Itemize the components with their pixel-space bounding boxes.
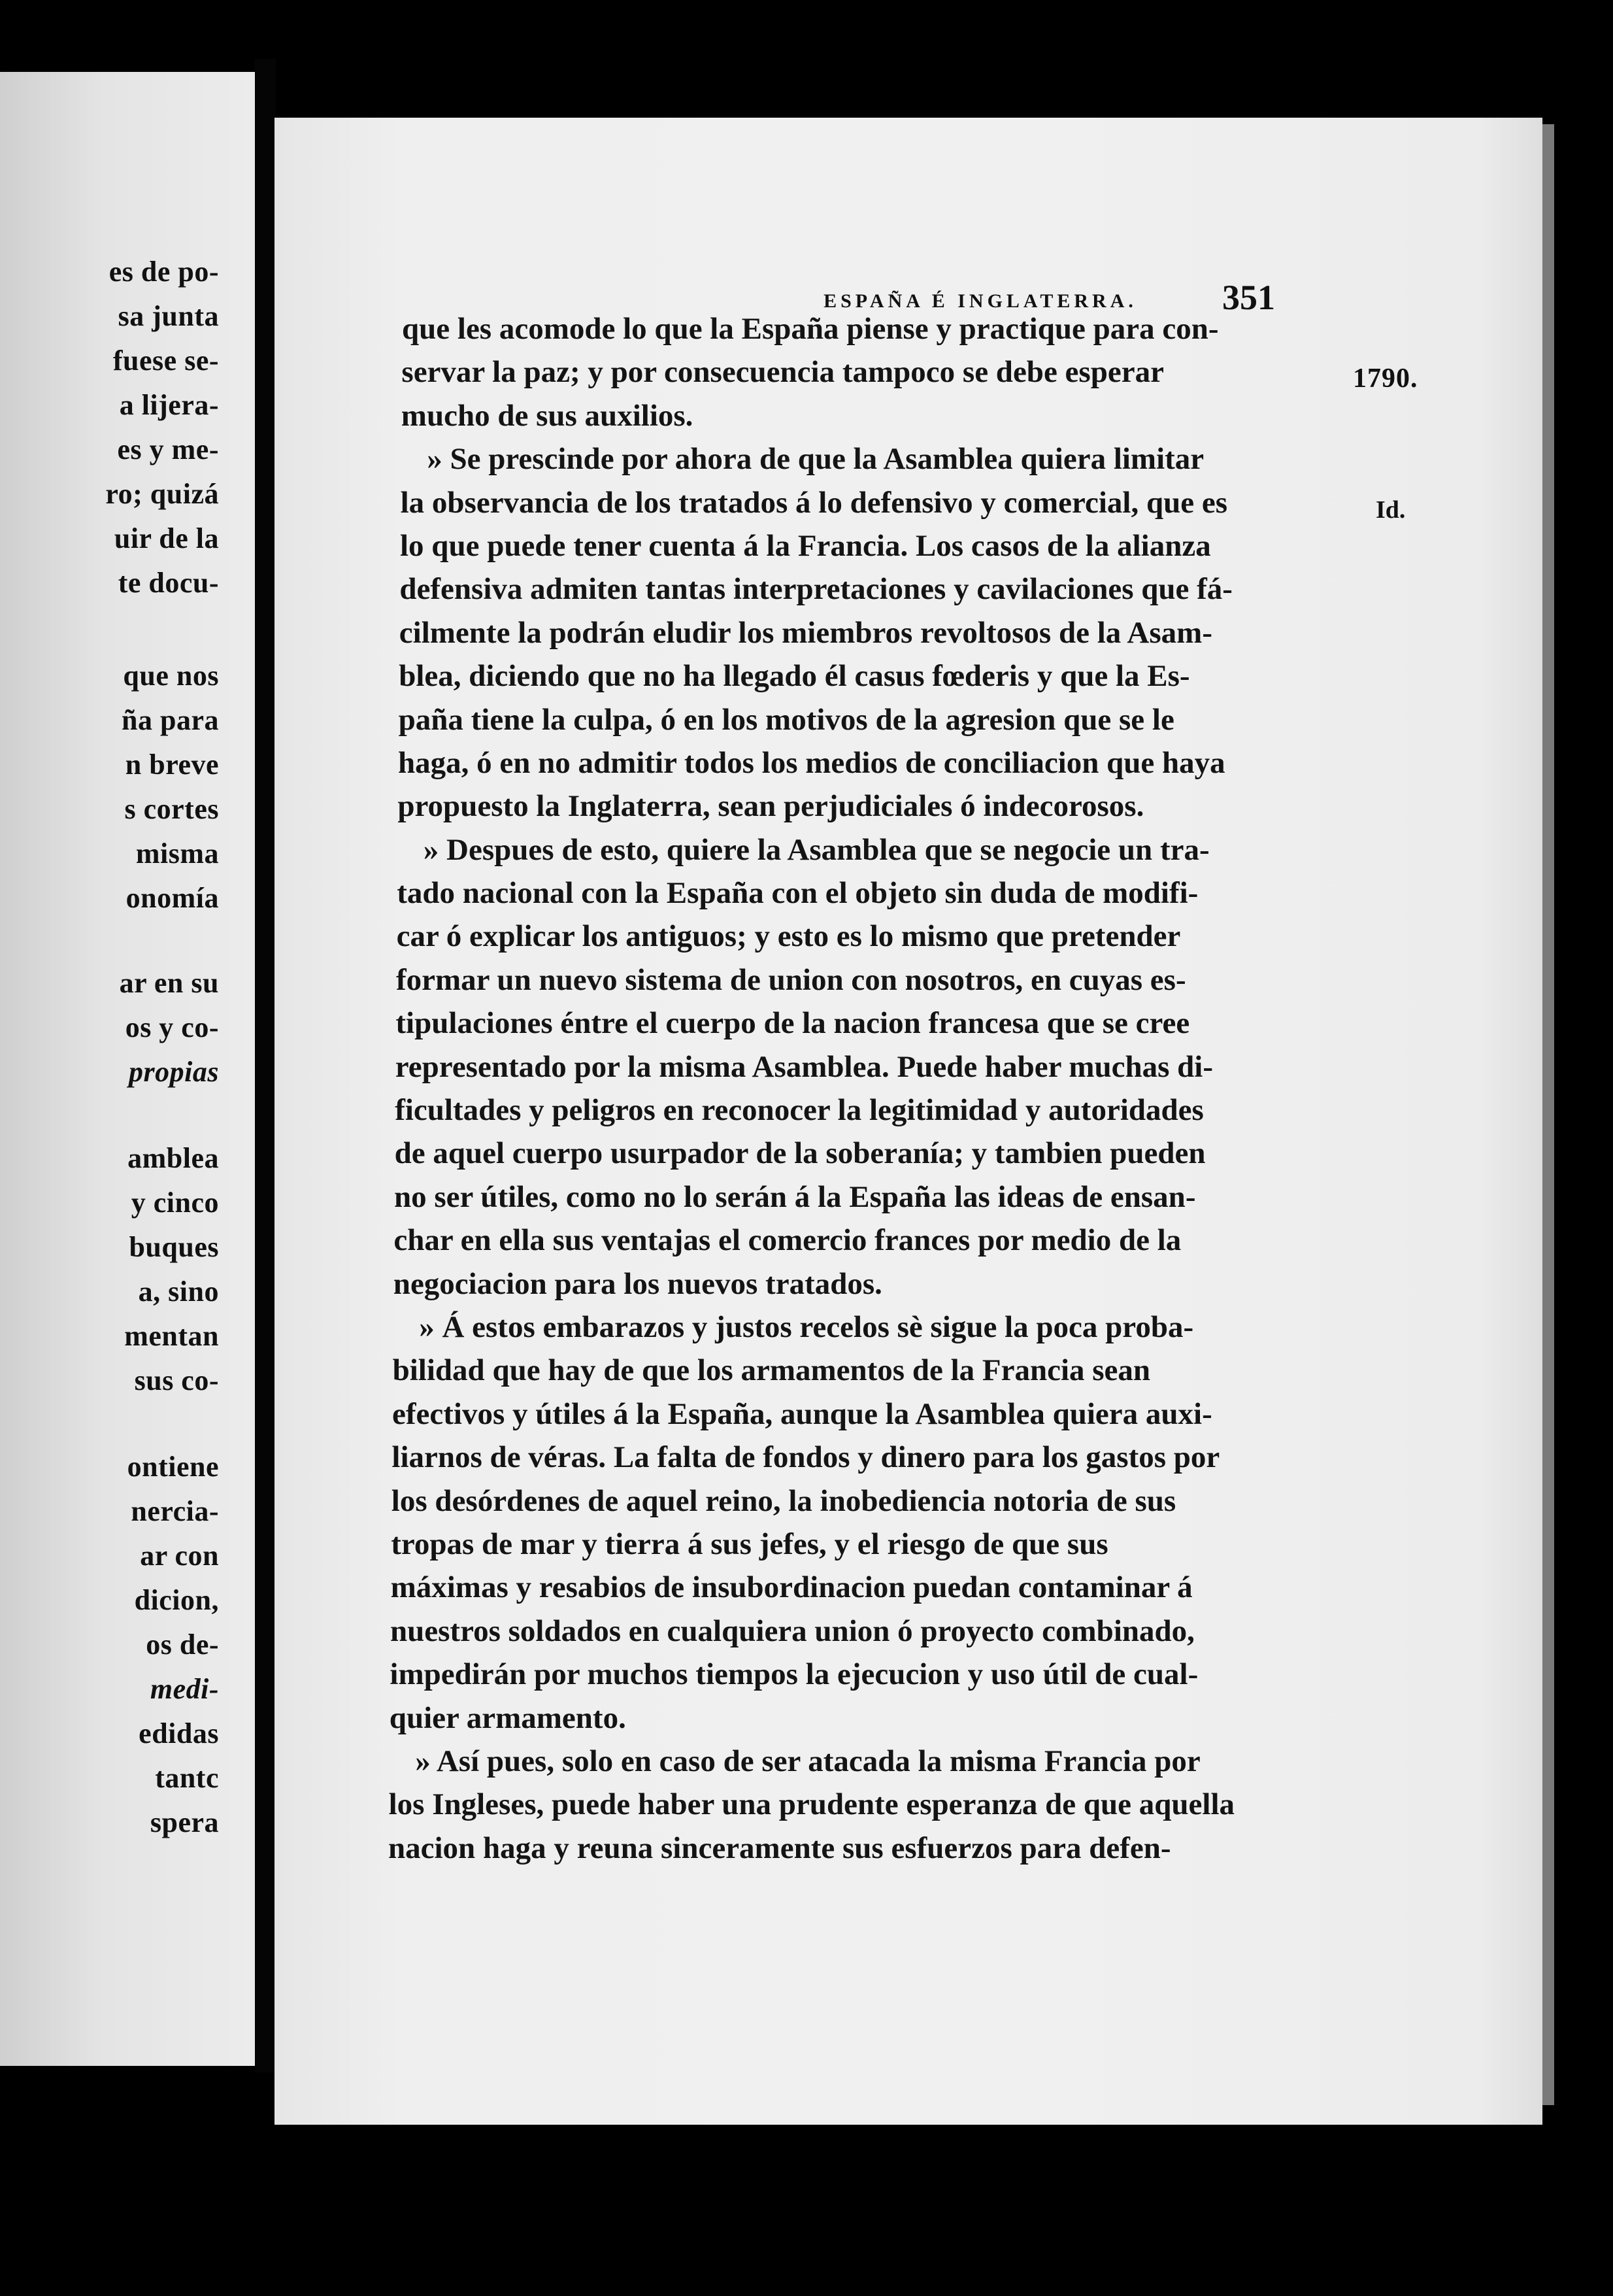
body-text	[388, 307, 1542, 1870]
text-line: propuesto la Inglaterra, sean perjudiciales ó indecorosos.	[397, 789, 1144, 824]
text-line: máximas y resabios de insubordinacion puedan contaminar á	[390, 1570, 1193, 1605]
text-line: bilidad que hay de que los armamentos de la Francia sean	[392, 1353, 1151, 1388]
left-page-line: ar con	[140, 1540, 219, 1572]
left-page-line: que nos	[123, 660, 219, 692]
text-line: los desórdenes de aquel reino, la inobediencia notoria de sus	[391, 1483, 1176, 1518]
left-page-line: fuese se-	[112, 345, 219, 377]
left-page-line: te docu-	[118, 567, 219, 599]
left-page-line: os y co-	[125, 1011, 219, 1043]
text-line: efectivos y útiles á la España, aunque la Asamblea quiera auxi-	[392, 1396, 1212, 1431]
text-line: los Ingleses, puede haber una prudente esperanza de que aquella	[388, 1787, 1235, 1822]
text-line: representado por la misma Asamblea. Puede haber muchas di-	[395, 1049, 1214, 1084]
left-page-line: es y me-	[117, 433, 219, 465]
left-page-line: n breve	[125, 749, 219, 781]
text-line: » Se prescinde por ahora de que la Asamblea quiera limitar	[427, 442, 1205, 477]
text-line: » Así pues, solo en caso de ser atacada la misma Francia por	[415, 1744, 1201, 1778]
text-line: no ser útiles, como no lo serán á la España las ideas de ensan-	[394, 1179, 1196, 1214]
left-page-line: ontiene	[127, 1451, 219, 1483]
text-line: paña tiene la culpa, ó en los motivos de la agresion que se le	[398, 702, 1174, 737]
left-page-line: sus co-	[134, 1364, 219, 1396]
left-page-line: tantc	[155, 1762, 219, 1794]
left-page-line: amblea	[127, 1142, 219, 1174]
left-page-line: uir de la	[114, 522, 219, 554]
text-line: nuestros soldados en cualquiera union ó proyecto combinado,	[390, 1613, 1195, 1648]
left-page-line: os de-	[146, 1629, 219, 1661]
left-page-line: sa junta	[118, 300, 219, 332]
text-line: quier armamento.	[389, 1700, 626, 1735]
left-page-line: propias	[129, 1056, 219, 1088]
text-line: cilmente la podrán eludir los miembros revoltosos de la Asam-	[399, 615, 1212, 650]
page-number: 351	[1222, 278, 1275, 317]
left-page-line: ar en su	[119, 967, 219, 999]
left-page-line: s cortes	[124, 793, 219, 825]
left-page-line: ña para	[122, 704, 219, 736]
left-page-line: dicion,	[134, 1584, 219, 1616]
text-line: tado nacional con la España con el objeto sin duda de modifi-	[397, 876, 1199, 911]
left-page-line: es de po-	[108, 256, 219, 288]
page-edge	[1542, 124, 1554, 2105]
text-line: nacion haga y reuna sinceramente sus esfuerzos para defen-	[388, 1831, 1171, 1865]
text-line: blea, diciendo que no ha llegado él casus fœderis y que la Es-	[399, 659, 1190, 694]
margin-year-note: 1790.	[1353, 363, 1418, 394]
left-page-line: spera	[150, 1806, 219, 1838]
left-page-line: edidas	[139, 1717, 219, 1749]
text-line: haga, ó en no admitir todos los medios de conciliacion que haya	[398, 745, 1225, 780]
text-line: » Á estos embarazos y justos recelos sè sigue la poca proba-	[419, 1309, 1194, 1344]
left-page-line: ro; quizá	[105, 478, 219, 510]
text-line: car ó explicar los antiguos; y esto es lo mismo que pretender	[396, 919, 1181, 954]
text-line: char en ella sus ventajas el comercio frances por medio de la	[393, 1223, 1182, 1258]
text-line: negociacion para los nuevos tratados.	[393, 1266, 882, 1301]
text-line: defensiva admiten tantas interpretaciones y cavilaciones que fá-	[399, 572, 1233, 607]
margin-id-note: Id.	[1376, 496, 1406, 524]
text-line: de aquel cuerpo usurpador de la soberanía; y tambien pueden	[394, 1136, 1206, 1171]
left-page-line: misma	[135, 837, 219, 869]
text-line: tipulaciones éntre el cuerpo de la nacion francesa que se cree	[395, 1006, 1190, 1041]
running-head: ESPAÑA É INGLATERRA.	[823, 290, 1137, 312]
text-line: liarnos de véras. La falta de fondos y dinero para los gastos por	[391, 1440, 1220, 1475]
text-line: » Despues de esto, quiere la Asamblea que se negocie un tra-	[423, 832, 1210, 867]
text-line: tropas de mar y tierra á sus jefes, y el riesgo de que sus	[391, 1527, 1108, 1561]
right-page	[274, 118, 1542, 2125]
text-line: lo que puede tener cuenta á la Francia. Los casos de la alianza	[400, 528, 1211, 563]
text-line: formar un nuevo sistema de union con nosotros, en cuyas es-	[396, 962, 1186, 997]
left-page-line: buques	[129, 1231, 219, 1263]
left-page-line: a, sino	[138, 1275, 219, 1308]
left-page-line: nercia-	[131, 1495, 219, 1527]
book-gutter	[255, 59, 276, 2072]
left-page-line: medi-	[150, 1673, 219, 1705]
text-line: impedirán por muchos tiempos la ejecucion y uso útil de cual-	[390, 1657, 1199, 1692]
text-line: servar la paz; y por consecuencia tampoco se debe esperar	[401, 355, 1164, 390]
left-page-fragment	[0, 72, 255, 2066]
left-page-line: mentan	[124, 1320, 219, 1352]
left-page-line: onomía	[125, 882, 219, 914]
left-page-line: a lijera-	[119, 389, 219, 421]
text-line: ficultades y peligros en reconocer la legitimidad y autoridades	[395, 1093, 1204, 1128]
left-page-line: y cinco	[131, 1187, 219, 1219]
text-line: que les acomode lo que la España piense y practique para con-	[402, 312, 1219, 346]
text-line: la observancia de los tratados á lo defensivo y comercial, que es	[400, 485, 1228, 520]
text-line: mucho de sus auxilios.	[401, 398, 693, 433]
